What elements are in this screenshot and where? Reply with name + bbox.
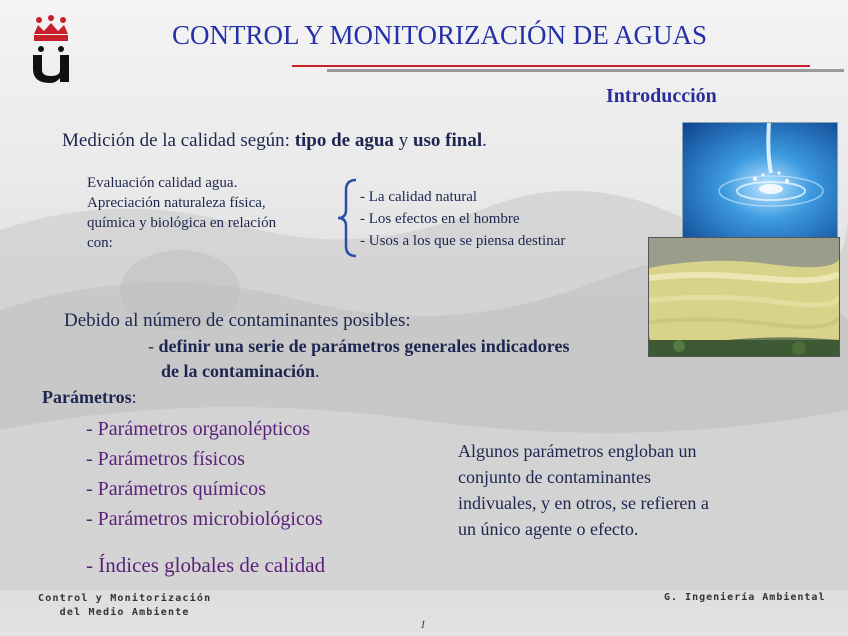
definition-bold-1: definir una serie de parámetros generales indicadores xyxy=(158,336,570,356)
evaluation-text xyxy=(87,173,337,253)
title-underline-grey xyxy=(327,69,844,72)
contaminants-definition xyxy=(148,334,569,384)
foam-water-photo xyxy=(648,237,840,357)
parameters-global-item: - Índices globales de calidad xyxy=(86,553,326,577)
evaluation-list xyxy=(360,186,565,252)
list-item: - La calidad natural xyxy=(360,189,478,205)
intro-term-water-type: tipo de agua xyxy=(294,130,394,151)
evaluation-line: con: xyxy=(87,235,113,251)
evaluation-line: Evaluación calidad agua. xyxy=(87,175,238,191)
parameters-heading xyxy=(42,387,137,408)
list-item: - Parámetros microbiológicos xyxy=(86,508,323,530)
parameters-list xyxy=(86,414,323,534)
list-item: - Usos a los que se piensa destinar xyxy=(360,233,566,249)
footer-course-line2: del Medio Ambiente xyxy=(59,607,190,618)
list-item: - Parámetros físicos xyxy=(86,448,245,470)
curly-brace-icon xyxy=(336,178,358,258)
intro-suffix: . xyxy=(482,130,487,151)
definition-end: . xyxy=(315,361,320,381)
section-subtitle: Introducción xyxy=(606,85,717,107)
footer-course-line1: Control y Monitorización xyxy=(38,593,212,604)
list-item: - Los efectos en el hombre xyxy=(360,211,520,227)
water-drop-photo xyxy=(682,122,838,240)
evaluation-line: química y biológica en relación xyxy=(87,215,277,231)
intro-line xyxy=(62,130,487,152)
list-item: - Parámetros químicos xyxy=(86,478,266,500)
definition-bold-2: de la contaminación xyxy=(161,361,316,381)
evaluation-line: Apreciación naturaleza física, xyxy=(87,195,266,211)
side-note: Algunos parámetros engloban un conjunto de contaminantes indivuales, y en otros, se refieren a un único agente o efecto. xyxy=(458,441,709,539)
footer-group: G. Ingeniería Ambiental xyxy=(664,592,826,603)
contaminants-lead: Debido al número de contaminantes posibles: xyxy=(64,310,411,331)
page-number: 1 xyxy=(420,617,426,631)
parameters-heading-colon: : xyxy=(131,387,137,407)
university-logo-icon xyxy=(28,14,74,84)
list-item: - Parámetros organolépticos xyxy=(86,418,311,440)
intro-prefix: Medición de la calidad según: xyxy=(62,130,295,151)
title-underline-red xyxy=(292,65,810,67)
parameters-heading-text: Parámetros xyxy=(42,387,132,407)
definition-dash: - xyxy=(148,336,159,356)
footer-course xyxy=(38,592,211,620)
intro-mid: y xyxy=(393,130,413,151)
page-title: CONTROL Y MONITORIZACIÓN DE AGUAS xyxy=(172,20,707,50)
intro-term-final-use: uso final xyxy=(412,130,483,151)
